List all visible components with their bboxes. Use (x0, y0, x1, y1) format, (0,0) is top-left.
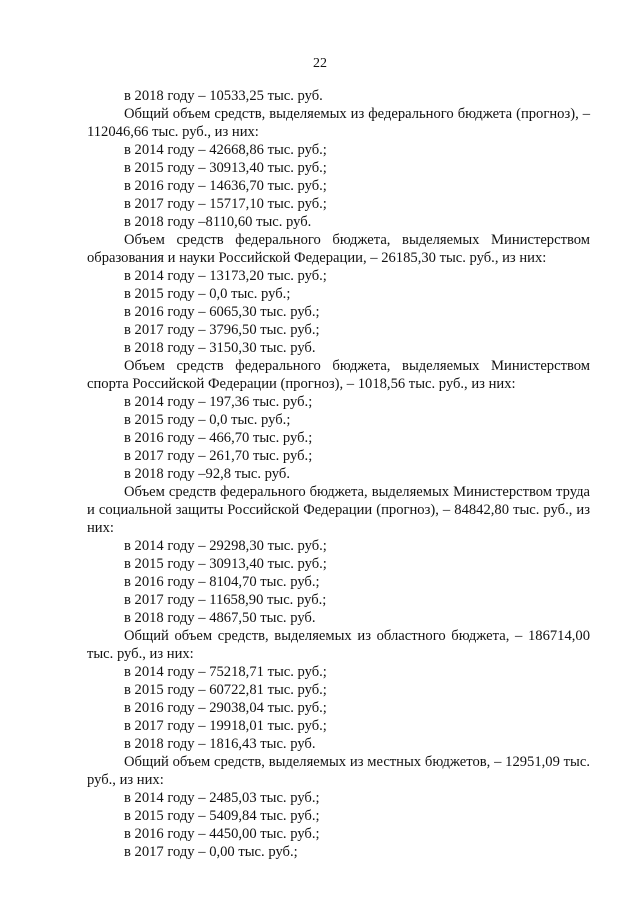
paragraph: Объем средств федерального бюджета, выделяемых Министерством образования и науки Российской Федерации, – 26185,30 тыс. руб., из них: (87, 232, 590, 266)
budget-line: в 2015 году – 60722,81 тыс. руб.; (124, 682, 327, 698)
budget-line: в 2016 году – 8104,70 тыс. руб.; (124, 574, 320, 590)
document-body (87, 87, 590, 861)
budget-line: в 2014 году – 13173,20 тыс. руб.; (124, 268, 327, 284)
budget-line: в 2018 году –92,8 тыс. руб. (124, 466, 290, 482)
budget-line: в 2014 году – 29298,30 тыс. руб.; (124, 538, 327, 554)
budget-line: в 2015 году – 5409,84 тыс. руб.; (124, 808, 320, 824)
budget-line: в 2017 году – 0,00 тыс. руб.; (124, 844, 298, 860)
budget-line: в 2016 году – 466,70 тыс. руб.; (124, 430, 313, 446)
paragraph: Объем средств федерального бюджета, выделяемых Министерством спорта Российской Федерации (прогноз), – 1018,56 тыс. руб., из них: (87, 358, 590, 392)
budget-line: в 2014 году – 197,36 тыс. руб.; (124, 394, 313, 410)
budget-line: в 2015 году – 30913,40 тыс. руб.; (124, 160, 327, 176)
budget-line: в 2017 году – 261,70 тыс. руб.; (124, 448, 313, 464)
budget-line: в 2018 году – 1816,43 тыс. руб. (124, 736, 316, 752)
paragraph: Общий объем средств, выделяемых из областного бюджета, – 186714,00 тыс. руб., из них: (87, 628, 590, 662)
budget-line: в 2018 году – 4867,50 тыс. руб. (124, 610, 316, 626)
paragraph: Объем средств федерального бюджета, выделяемых Министерством труда и социальной защиты Российской Федерации (прогноз), – 84842,80 тыс. руб., из них: (87, 484, 590, 536)
budget-line: в 2015 году – 0,0 тыс. руб.; (124, 412, 291, 428)
budget-line: в 2017 году – 11658,90 тыс. руб.; (124, 592, 327, 608)
budget-line: в 2014 году – 75218,71 тыс. руб.; (124, 664, 327, 680)
budget-line: в 2018 году –8110,60 тыс. руб. (124, 214, 312, 230)
budget-line: в 2017 году – 19918,01 тыс. руб.; (124, 718, 327, 734)
paragraph: Общий объем средств, выделяемых из местных бюджетов, – 12951,09 тыс. руб., из них: (87, 754, 590, 788)
budget-line: в 2017 году – 3796,50 тыс. руб.; (124, 322, 320, 338)
budget-line: в 2016 году – 29038,04 тыс. руб.; (124, 700, 327, 716)
budget-line: в 2018 году – 10533,25 тыс. руб. (124, 88, 323, 104)
budget-line: в 2016 году – 4450,00 тыс. руб.; (124, 826, 320, 842)
page-number: 22 (313, 56, 327, 71)
budget-line: в 2017 году – 15717,10 тыс. руб.; (124, 196, 327, 212)
budget-line: в 2014 году – 2485,03 тыс. руб.; (124, 790, 320, 806)
budget-line: в 2015 году – 0,0 тыс. руб.; (124, 286, 291, 302)
budget-line: в 2016 году – 6065,30 тыс. руб.; (124, 304, 320, 320)
budget-line: в 2018 году – 3150,30 тыс. руб. (124, 340, 316, 356)
paragraph: Общий объем средств, выделяемых из федерального бюджета (прогноз), – 112046,66 тыс. руб., из них: (87, 106, 590, 140)
budget-line: в 2015 году – 30913,40 тыс. руб.; (124, 556, 327, 572)
budget-line: в 2014 году – 42668,86 тыс. руб.; (124, 142, 327, 158)
budget-line: в 2016 году – 14636,70 тыс. руб.; (124, 178, 327, 194)
